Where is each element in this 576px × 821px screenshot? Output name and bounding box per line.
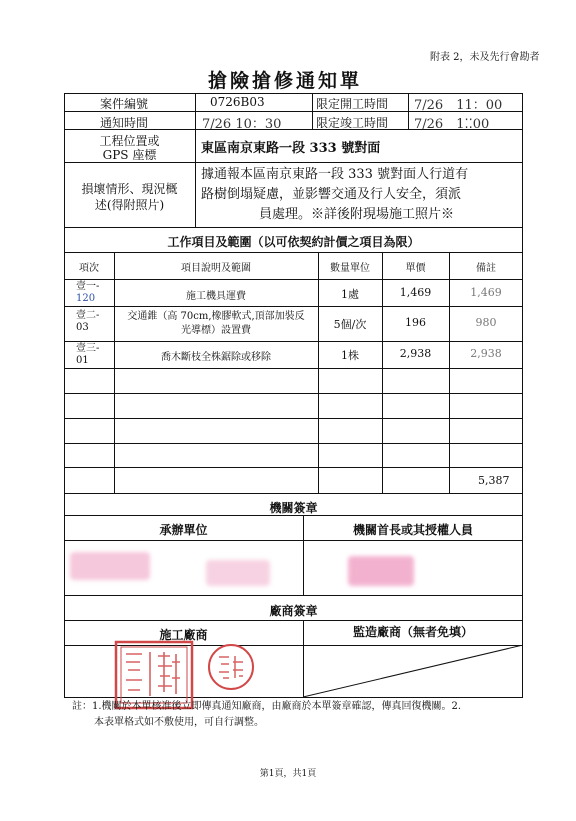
row1-desc: 施工機具運費 — [186, 291, 246, 302]
representative-seal-stamp — [205, 642, 257, 692]
row3-price: 2,938 — [399, 347, 432, 360]
page-title: 搶險搶修通知單 — [208, 70, 363, 92]
undertaking-unit-label: 承辦單位 — [159, 523, 208, 537]
notice-time-value: 7/26 10：30 — [202, 117, 282, 132]
contractor-label: 施工廠商 — [159, 628, 208, 642]
col-header-price: 單價 — [405, 263, 426, 274]
end-time-label: 限定竣工時間 — [316, 116, 389, 130]
case-no-value: 0726B03 — [210, 95, 265, 109]
supervisor-label: 監造廠商（無者免填） — [352, 625, 473, 639]
case-no-label: 案件編號 — [100, 97, 149, 111]
footnote: 註：1.機關於本單核准後立即傳真通知廠商，由廠商於本單簽章確認，傳真回復機關。2. 本表單格式如不敷使用，可自行調整。 — [72, 701, 462, 728]
notice-time-label: 通知時間 — [100, 116, 149, 130]
row2-note: 980 — [475, 316, 497, 329]
row3-qty: 1株 — [341, 349, 359, 362]
row3-item-no: 壹三- 01 — [76, 343, 100, 366]
vendor-sign-title: 廠商簽章 — [269, 604, 318, 618]
col-header-qty: 數量單位 — [330, 263, 370, 274]
agency-head-label: 機關首長或其授權人員 — [352, 523, 473, 537]
end-time-value: 7/26 1⁚⁚00 — [414, 117, 490, 132]
location-value: 東區南京東路一段 333 號對面 — [201, 141, 381, 156]
row2-qty: 5個/次 — [333, 318, 367, 331]
row3-note: 2,938 — [470, 347, 502, 360]
redacted-signature — [348, 556, 414, 586]
header-note: 附表 2，未及先行會勘者 — [430, 52, 540, 63]
row2-desc: 交通錐（高 70cm,橡膠軟式,頂部加裝反 光導標）設置費 — [127, 311, 305, 336]
damage-label: 損壞情形、現況概 述(得附照片) — [81, 182, 178, 212]
strike-through-line — [303, 645, 523, 697]
start-time-value: 7/26 11：00 — [414, 98, 503, 113]
row1-item-no: 壹一- 120 — [76, 281, 100, 304]
col-header-note: 備註 — [476, 263, 496, 274]
work-section-title: 工作項目及範圍（以可依契約計價之項目為限） — [167, 235, 420, 249]
agency-sign-title: 機關簽章 — [269, 501, 318, 515]
col-header-desc: 項目說明及範圍 — [181, 263, 251, 274]
redacted-signature — [206, 560, 270, 586]
start-time-label: 限定開工時間 — [316, 97, 389, 111]
row2-price: 196 — [405, 316, 426, 329]
location-label: 工程位置或 GPS 座標 — [99, 134, 160, 162]
row3-desc: 喬木斷枝全株鋸除或移除 — [161, 352, 271, 363]
damage-description: 據通報本區南京東路一段 333 號對面人行道有 路樹倒塌疑慮，並影響交通及行人安全，須派 員處理。※詳後附現場施工照片※ — [201, 167, 469, 222]
total-value: 5,387 — [478, 474, 510, 487]
row1-note: 1,469 — [470, 286, 502, 299]
row2-item-no: 壹二- 03 — [76, 310, 100, 333]
col-header-no: 項次 — [79, 263, 99, 274]
page-number: 第1頁，共1頁 — [259, 769, 317, 779]
redacted-signature — [70, 552, 150, 580]
row1-price: 1,469 — [399, 286, 432, 299]
row1-qty: 1處 — [341, 288, 359, 301]
